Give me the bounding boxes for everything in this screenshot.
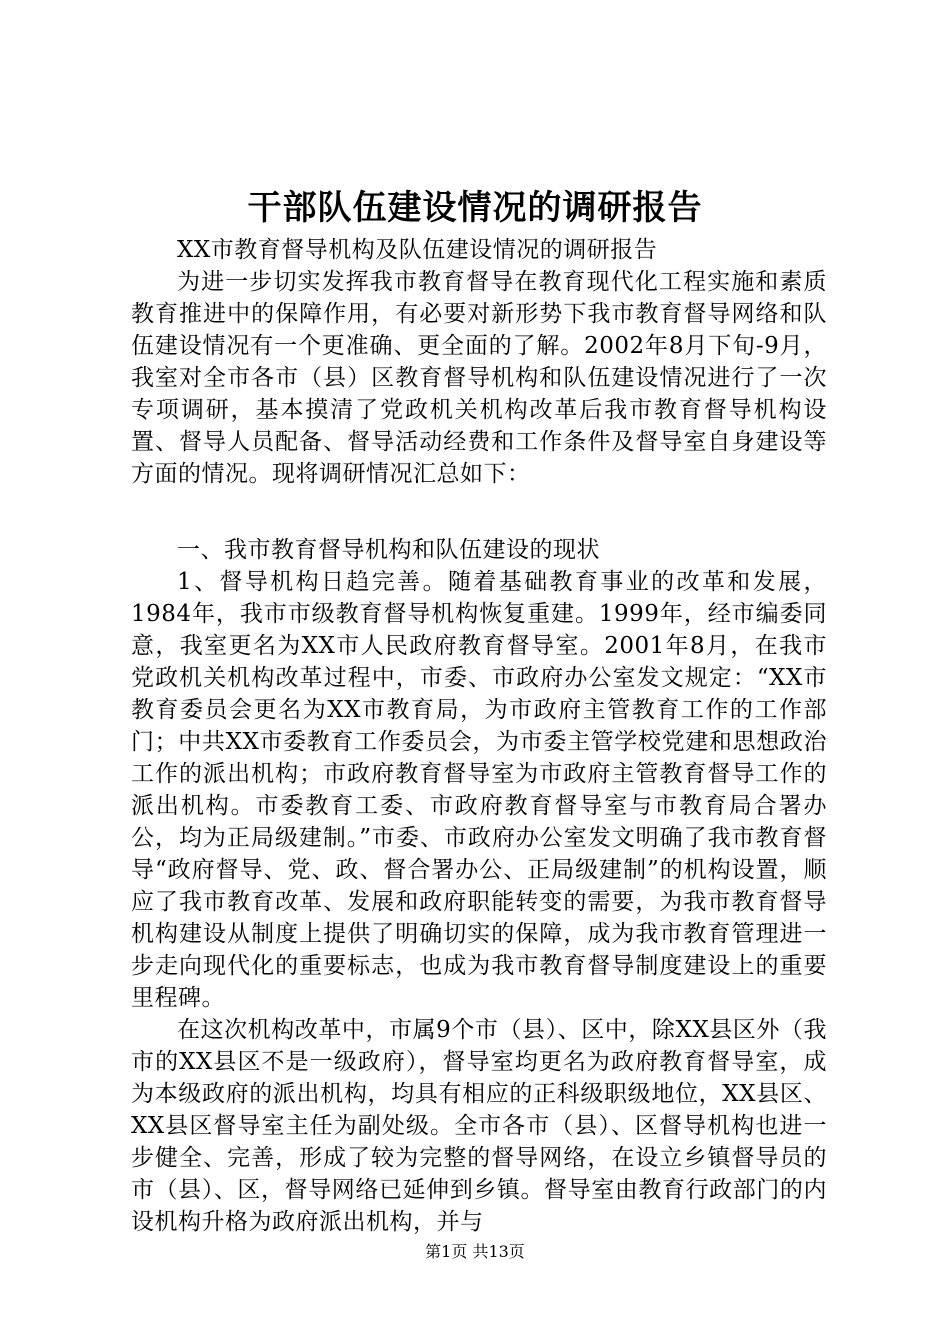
intro-paragraph: 为进一步切实发挥我市教育督导在教育现代化工程实施和素质教育推进中的保障作用，有必要对新形势下我市教育督导网络和队伍建设情况有一个更准确、更全面的了解。2002年8月下旬-9月，我室对全市各市（县）区教育督导机构和队伍建设情况进行了一次专项调研，基本摸清了党政机关机构改革后我市教育督导机构设置、督导人员配备、督导活动经费和工作条件及督导室自身建设等方面的情况。现将调研情况汇总如下： — [131, 269, 827, 487]
body-paragraph: 在这次机构改革中，市属9个市（县）、区中，除XX县区外（我市的XX县区不是一级政府），督导室均更名为政府教育督导室，成为本级政府的派出机构，均具有相应的正科级职级地位，XX县区、XX县区督导室主任为副处级。全市各市（县）、区督导机构也进一步健全、完善，形成了较为完整的督导网络，在设立乡镇督导员的市（县）、区，督导网络已延伸到乡镇。督导室由教育行政部门的内设机构升格为政府派出机构，并与 — [131, 1017, 827, 1235]
section-heading: 一、我市教育督导机构和队伍建设的现状 — [177, 537, 600, 563]
report-subtitle: XX市教育督导机构及队伍建设情况的调研报告 — [177, 237, 658, 263]
document-title: 干部队伍建设情况的调研报告 — [247, 188, 703, 228]
body-paragraph: 1、督导机构日趋完善。随着基础教育事业的改革和发展，1984年，我市市级教育督导机构恢复重建。1999年，经市编委同意，我室更名为XX市人民政府教育督导室。2001年8月，在我市党政机关机构改革过程中，市委、市政府办公室发文规定：“XX市教育委员会更名为XX市教育局，为市政府主管教育工作的工作部门；中共XX市委教育工作委员会，为市委主管学校党建和思想政治工作的派出机构；市政府教育督导室为市政府主管教育督导工作的派出机构。市委教育工委、市政府教育督导室与市教育局合署办公，均为正局级建制。”市委、市政府办公室发文明确了我市教育督导“政府督导、党、政、督合署办公、正局级建制”的机构设置，顺应了我市教育改革、发展和政府职能转变的需要，为我市教育督导机构建设从制度上提供了明确切实的保障，成为我市教育管理进一步走向现代化的重要标志，也成为我市教育督导制度建设上的重要里程碑。 — [131, 569, 827, 1011]
document-body — [131, 234, 827, 1238]
page-number-footer: 第1页 共13页 — [425, 1242, 525, 1261]
